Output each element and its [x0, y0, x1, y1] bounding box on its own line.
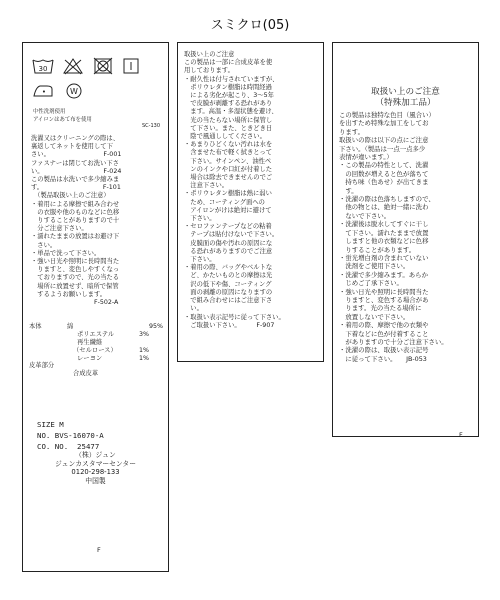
care-label-main — [22, 42, 169, 572]
label-f-mark: F — [97, 546, 101, 554]
page-title: スミクロ(05) — [210, 18, 290, 33]
wash-30-icon — [32, 57, 54, 75]
comp-material: ポリエステル — [77, 330, 115, 338]
comp-percent: 95% — [149, 323, 163, 330]
no-bleach-icon — [62, 57, 84, 75]
no-tumble-dry-icon — [92, 57, 114, 75]
sc-code: SC-130 — [141, 123, 160, 129]
comp-percent: 3% — [139, 330, 149, 338]
care-notes — [33, 109, 92, 124]
care-label-special-finish — [332, 42, 479, 437]
dry-clean-w-icon — [65, 83, 83, 99]
line-dry-icon — [122, 57, 140, 75]
care-note-2: アイロンはあて布を使用 — [33, 116, 92, 123]
composition-table — [29, 323, 163, 378]
comp-material: （セルロース） — [73, 346, 117, 354]
care-note-1: 中性洗剤使用 — [33, 109, 66, 115]
maker-line: ジュンカスタマーセンター — [54, 459, 137, 468]
size-and-product-number: SIZE M NO. BVS-16070-A CO. NO. 25477 — [37, 420, 104, 452]
comp-material: レーヨン — [77, 354, 103, 362]
comp-part: 本体 — [29, 323, 42, 330]
label1-care-text: 洗濯又はクリーニングの際は、 裏返してネットを使用して下 さい。 F-001 ファスナーは閉じてお洗い下さ い。 F-024 この製品は水洗いで多少縮みま す。 F-101 （製品取扱い上のご注意） ・着用による摩擦で組み合わせ の衣服や他のものなどに色移 りすることがありますので十 分ご注意下さい。 ・濡れたままの放置はお避け下 さい。 ・単品で洗って下さい。 ・強い日光や照明に長時間当た りますと、変色しやすくなっ ておりますので、光の当たる 場所に放置せず、暗所で保管 するようお願いします。 F-502-A — [31, 135, 122, 307]
care-label-synthetic-leather — [177, 42, 324, 362]
iron-low-icon — [32, 83, 54, 99]
comp-material: 綿 — [67, 323, 74, 330]
composition-row — [29, 331, 163, 339]
label-f-mark: F — [459, 431, 463, 439]
composition-row — [29, 347, 163, 355]
comp-material: 合成皮革 — [73, 370, 99, 378]
label3-subheading: （特殊加工品） — [375, 98, 436, 108]
dryclean-letter: W — [70, 87, 78, 96]
maker-line: （株）ジュン — [75, 451, 116, 459]
label3-heading: 取扱い上のご注意 — [371, 87, 440, 97]
composition-row — [29, 370, 163, 378]
wash-temp: 30 — [38, 65, 48, 73]
composition-row — [29, 339, 163, 347]
comp-percent: 1% — [139, 346, 149, 354]
comp-part: 皮革部分 — [29, 362, 55, 370]
maker-line: 中国製 — [85, 476, 106, 485]
comp-percent: 1% — [139, 354, 149, 362]
label2-care-text: 取扱い上のご注意 この製品は一部に合成皮革を使 用しております。 ・耐久性は付与されていますが、 ポリウレタン樹脂は時間経過 による劣化が起こり、3〜5年 で皮膜が剥離する恐れがあり ます。高温・多湿状態を避け、 光の当たらない場所に保管し て下さい。また、ときどき日 陰で風通ししてください。 ・あまりひどくない汚れは水を 含ませた布で軽く拭きとって 下さい。サインペン、油性ペ ンのインクや口紅が付着した 場合は除去できませんのでご 注意下さい。 ・ポリウレタン樹脂は熱に弱い ため、コーティング面への アイロンがけは絶対に避けて 下さい。 ・セロファンテープなどの粘着 テープは貼付けないで下さい。 皮膜面の傷や汚れの原因にな る恐れがありますのでご注意 下さい。 ・着用の際、バッグやベルトな ど、かたいものとの摩擦は光 沢の低下や傷、コーティング 面の剥離の原因になりますの で組み合わせにはご注意下さ い。 ・取扱い表示記号に従って下さい。 ご取扱い下さい。 F-907 — [184, 51, 285, 329]
maker-line: 0120-298-133 — [71, 468, 120, 477]
care-symbols-row-1 — [32, 57, 140, 75]
iron-dots: • — [41, 88, 47, 96]
label3-care-text: この製品は独特な色目（風合い） を出すため特殊な加工をしてお ります。 取扱いの際は以下の点にご注意 下さい。（製品は一点一点多少 表情が違います。） ・この製品の特性として、洗濯 の回数が増えると色が落ちて 持ち味（色あせ）が出てきま す。 ・洗濯の際は色落ちしますので、 他の物とは、絶対一緒に洗わ ないで下さい。 ・洗濯後は脱水してすぐに干し て下さい。濡れたままで放置 しますと他の衣類などに色移 りすることがあります。 ・蛍光増白剤の含まれていない 洗剤をご使用下さい。 ・洗濯で多少縮みます。あらか じめご了承下さい。 ・強い日光や照明に長時間当た りますと、変色する場合があ ります。光の当たる場所に 放置しないで下さい。 ・着用の際、摩擦で他の衣類や 下着などに色が付着すること がありますので十分ご注意下さい。 ・洗濯の際は、取扱い表示記号 に従って下さい。 JB-053 — [339, 111, 448, 363]
care-symbols-row-2 — [32, 83, 83, 99]
composition-row — [29, 323, 163, 331]
maker-info — [23, 451, 168, 485]
comp-material: 再生繊維 — [77, 338, 103, 346]
